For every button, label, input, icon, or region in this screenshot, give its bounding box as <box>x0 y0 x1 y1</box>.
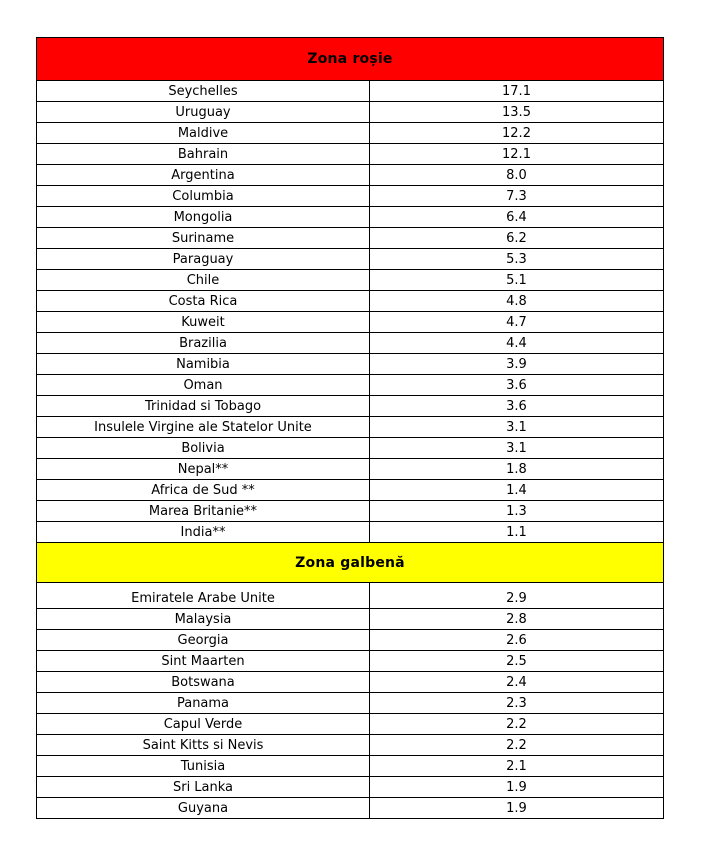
value-cell: 1.4 <box>370 480 664 501</box>
value-cell: 4.7 <box>370 312 664 333</box>
country-zones-table <box>36 37 664 819</box>
table-row <box>37 81 664 102</box>
value-cell: 3.1 <box>370 438 664 459</box>
table-row <box>37 228 664 249</box>
value-cell: 1.9 <box>370 777 664 798</box>
country-cell: Insulele Virgine ale Statelor Unite <box>37 417 370 438</box>
table-row <box>37 291 664 312</box>
country-cell: Mongolia <box>37 207 370 228</box>
country-cell: Malaysia <box>37 609 370 630</box>
country-cell: Brazilia <box>37 333 370 354</box>
red-zone-rows <box>37 81 664 543</box>
value-cell: 1.1 <box>370 522 664 543</box>
country-cell: Nepal** <box>37 459 370 480</box>
country-cell: Tunisia <box>37 756 370 777</box>
table-row <box>37 417 664 438</box>
table-row <box>37 102 664 123</box>
zone-header-red-label: Zona roșie <box>37 38 664 81</box>
value-cell: 2.2 <box>370 735 664 756</box>
value-cell: 5.3 <box>370 249 664 270</box>
table-row <box>37 501 664 522</box>
table-row <box>37 333 664 354</box>
value-cell: 3.1 <box>370 417 664 438</box>
value-cell: 6.4 <box>370 207 664 228</box>
yellow-zone-header-group <box>37 543 664 583</box>
country-cell: Kuweit <box>37 312 370 333</box>
value-cell: 2.8 <box>370 609 664 630</box>
country-cell: Suriname <box>37 228 370 249</box>
zone-header-yellow <box>37 543 664 583</box>
value-cell: 2.9 <box>370 583 664 609</box>
table-row <box>37 186 664 207</box>
table-row <box>37 735 664 756</box>
country-cell: Costa Rica <box>37 291 370 312</box>
value-cell: 2.4 <box>370 672 664 693</box>
country-cell: Botswana <box>37 672 370 693</box>
country-cell: Africa de Sud ** <box>37 480 370 501</box>
value-cell: 3.6 <box>370 396 664 417</box>
table-row <box>37 438 664 459</box>
zone-header-yellow-label: Zona galbenă <box>37 543 664 583</box>
value-cell: 7.3 <box>370 186 664 207</box>
country-cell: Bolivia <box>37 438 370 459</box>
country-cell: Paraguay <box>37 249 370 270</box>
value-cell: 2.1 <box>370 756 664 777</box>
value-cell: 4.8 <box>370 291 664 312</box>
value-cell: 3.6 <box>370 375 664 396</box>
value-cell: 1.8 <box>370 459 664 480</box>
table-row <box>37 672 664 693</box>
country-cell: Bahrain <box>37 144 370 165</box>
value-cell: 2.6 <box>370 630 664 651</box>
country-cell: Oman <box>37 375 370 396</box>
country-cell: Sint Maarten <box>37 651 370 672</box>
zone-header-red <box>37 38 664 81</box>
value-cell: 1.3 <box>370 501 664 522</box>
table-row <box>37 714 664 735</box>
country-cell: Georgia <box>37 630 370 651</box>
table-row <box>37 207 664 228</box>
table-row <box>37 522 664 543</box>
table-row <box>37 312 664 333</box>
table-row <box>37 583 664 609</box>
table-row <box>37 798 664 819</box>
table-row <box>37 459 664 480</box>
country-cell: Argentina <box>37 165 370 186</box>
value-cell: 2.2 <box>370 714 664 735</box>
table-row <box>37 609 664 630</box>
value-cell: 2.5 <box>370 651 664 672</box>
red-zone-header-group <box>37 38 664 81</box>
table-row <box>37 693 664 714</box>
table-row <box>37 144 664 165</box>
value-cell: 17.1 <box>370 81 664 102</box>
country-cell: Saint Kitts si Nevis <box>37 735 370 756</box>
table-row <box>37 270 664 291</box>
country-cell: India** <box>37 522 370 543</box>
value-cell: 2.3 <box>370 693 664 714</box>
country-cell: Columbia <box>37 186 370 207</box>
country-cell: Seychelles <box>37 81 370 102</box>
value-cell: 12.2 <box>370 123 664 144</box>
country-cell: Panama <box>37 693 370 714</box>
table-row <box>37 396 664 417</box>
table-row <box>37 123 664 144</box>
country-cell: Uruguay <box>37 102 370 123</box>
country-cell: Sri Lanka <box>37 777 370 798</box>
value-cell: 8.0 <box>370 165 664 186</box>
table-row <box>37 756 664 777</box>
table-row <box>37 354 664 375</box>
value-cell: 12.1 <box>370 144 664 165</box>
country-cell: Namibia <box>37 354 370 375</box>
table-row <box>37 651 664 672</box>
table-row <box>37 630 664 651</box>
value-cell: 1.9 <box>370 798 664 819</box>
table-row <box>37 375 664 396</box>
country-cell: Maldive <box>37 123 370 144</box>
country-cell: Chile <box>37 270 370 291</box>
value-cell: 6.2 <box>370 228 664 249</box>
country-cell: Guyana <box>37 798 370 819</box>
value-cell: 13.5 <box>370 102 664 123</box>
country-cell: Marea Britanie** <box>37 501 370 522</box>
table-row <box>37 480 664 501</box>
value-cell: 3.9 <box>370 354 664 375</box>
country-cell: Trinidad si Tobago <box>37 396 370 417</box>
value-cell: 4.4 <box>370 333 664 354</box>
table-row <box>37 777 664 798</box>
table-row <box>37 165 664 186</box>
yellow-zone-rows <box>37 583 664 819</box>
country-cell: Capul Verde <box>37 714 370 735</box>
table-row <box>37 249 664 270</box>
country-cell: Emiratele Arabe Unite <box>37 583 370 609</box>
value-cell: 5.1 <box>370 270 664 291</box>
